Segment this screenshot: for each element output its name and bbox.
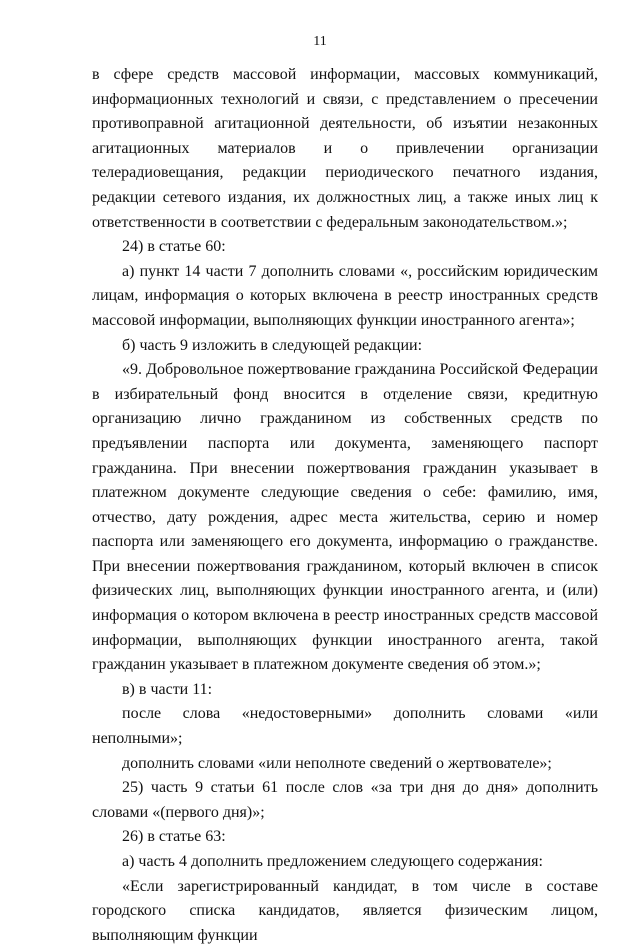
paragraph-8: дополнить словами «или неполноте сведений о жертвователе»; bbox=[122, 754, 552, 772]
paragraph-11: а) часть 4 дополнить предложением следующего содержания: bbox=[122, 853, 543, 870]
paragraph-4: б) часть 9 изложить в следующей редакции: bbox=[122, 336, 423, 354]
paragraph-3: а) пункт 14 части 7 дополнить словами «, российским юридическим лицам, информация о которых включена в реестр иностранных средств массовой информации, выполняющих функции иностранного агента»; bbox=[92, 262, 598, 329]
paragraph-1: в сфере средств массовой информации, массовых коммуникаций, информационных технологий и связи, с представлением о пресечении противоправной агитационной деятельности, об изъятии незаконных агитационных материалов и о привлечении организации телерадиовещания, редакции периодического печатного издания, редакции сетевого издания, их должностных лиц, а также иных лиц к ответственности в соответствии с федеральным законодательством.»; bbox=[92, 66, 598, 231]
document-body bbox=[92, 63, 598, 948]
paragraph-9: 25) часть 9 статьи 61 после слов «за три дня до дня» дополнить словами «(первого дня)»; bbox=[92, 779, 598, 821]
paragraph-10: 26) в статье 63: bbox=[122, 828, 226, 846]
paragraph-2: 24) в статье 60: bbox=[122, 238, 226, 256]
paragraph-6: в) в части 11: bbox=[122, 680, 213, 698]
paragraph-7: после слова «недостоверными» дополнить словами «или неполными»; bbox=[92, 705, 598, 748]
paragraph-12: «Если зарегистрированный кандидат, в том числе в составе городского списка кандидатов, является физическим лицом, выполняющим функции bbox=[92, 877, 598, 944]
paragraph-5: «9. Добровольное пожертвование гражданина Российской Федерации в избирательный фонд вносится в отделение связи, кредитную организацию лично гражданином из собственных средств по предъявлении паспорта или документа, заменяющего паспорт гражданина. При внесении пожертвования гражданин указывает в платежном документе следующие сведения о себе: фамилию, имя, отчество, дату рождения, адрес места жительства, серию и номер паспорта или заменяющего его документа, информацию о гражданстве. При внесении пожертвования гражданином, который включен в список физических лиц, выполняющих функции иностранного агента, и (или) информация о котором включена в реестр иностранных средств массовой информации, выполняющих функции иностранного агента, такой гражданин указывает в платежном документе сведения об этом.»; bbox=[92, 361, 598, 674]
page-number: 11 bbox=[313, 34, 327, 49]
